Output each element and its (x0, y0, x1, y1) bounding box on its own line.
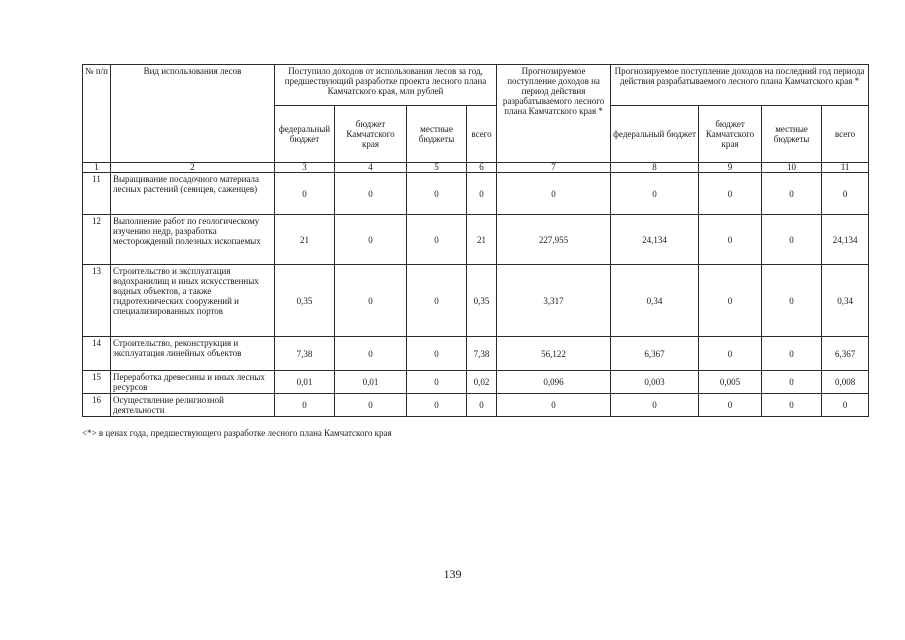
header-received-group: Поступило доходов от использования лесов за год, предшествующий разработке проекта лесного плана Камчатского края, млн рублей (275, 65, 497, 106)
column-number: 1 (83, 163, 111, 173)
value-cell: 0 (407, 394, 467, 417)
table-row (83, 173, 869, 215)
column-number: 5 (407, 163, 467, 173)
header-local: местные бюджеты (407, 106, 467, 163)
value-cell: 0,01 (275, 371, 335, 394)
header-total: всего (467, 106, 497, 163)
value-cell: 0,003 (611, 371, 699, 394)
row-description: Строительство, реконструкция и эксплуатация линейных объектов (111, 337, 275, 371)
value-cell: 0 (275, 173, 335, 215)
value-cell: 0 (407, 337, 467, 371)
value-cell: 0 (407, 215, 467, 265)
row-description: Переработка древесины и иных лесных ресурсов (111, 371, 275, 394)
value-cell: 0 (822, 394, 869, 417)
row-number: 15 (83, 371, 111, 394)
value-cell: 0 (762, 215, 822, 265)
value-cell: 0 (335, 215, 407, 265)
column-number-row (83, 163, 869, 173)
row-number: 16 (83, 394, 111, 417)
value-cell: 0 (611, 173, 699, 215)
header-kind: Вид использования лесов (111, 65, 275, 163)
value-cell: 0 (275, 394, 335, 417)
value-cell: 0,35 (467, 265, 497, 337)
row-number: 13 (83, 265, 111, 337)
value-cell: 0 (497, 173, 611, 215)
value-cell: 3,317 (497, 265, 611, 337)
value-cell: 227,955 (497, 215, 611, 265)
value-cell: 21 (275, 215, 335, 265)
row-description: Строительство и эксплуатация водохранилищ и иных искусственных водных объектов, а также гидротехнических сооружений и специализированных портов (111, 265, 275, 337)
header-forecast-period: Прогнозируемое поступление доходов на период действия разрабатываемого лесного плана Камчатского края * (497, 65, 611, 163)
row-description: Выполнение работ по геологическому изучению недр, разработка месторождений полезных ископаемых (111, 215, 275, 265)
value-cell: 7,38 (275, 337, 335, 371)
value-cell: 0 (611, 394, 699, 417)
value-cell: 0 (407, 371, 467, 394)
value-cell: 0 (822, 173, 869, 215)
table-row (83, 394, 869, 417)
value-cell: 0,005 (699, 371, 762, 394)
header-num: № п/п (83, 65, 111, 163)
row-description: Выращивание посадочного материала лесных растений (сеянцев, саженцев) (111, 173, 275, 215)
header-kamchatka-last: бюджет Камчатского края (699, 106, 762, 163)
value-cell: 0 (497, 394, 611, 417)
row-number: 12 (83, 215, 111, 265)
value-cell: 0,008 (822, 371, 869, 394)
value-cell: 0 (467, 173, 497, 215)
column-number: 10 (762, 163, 822, 173)
value-cell: 6,367 (822, 337, 869, 371)
header-forecast-last-group: Прогнозируемое поступление доходов на последний год периода действия разрабатываемого лесного плана Камчатского края * (611, 65, 869, 106)
column-number: 8 (611, 163, 699, 173)
row-number: 11 (83, 173, 111, 215)
column-number: 7 (497, 163, 611, 173)
value-cell: 6,367 (611, 337, 699, 371)
table-row (83, 337, 869, 371)
header-federal-last: федеральный бюджет (611, 106, 699, 163)
value-cell: 0 (335, 337, 407, 371)
column-number: 3 (275, 163, 335, 173)
page-number: 139 (443, 567, 462, 581)
value-cell: 21 (467, 215, 497, 265)
value-cell: 0 (762, 265, 822, 337)
table-row (83, 265, 869, 337)
forest-income-table (82, 64, 869, 417)
value-cell: 0 (699, 215, 762, 265)
header-total-last: всего (822, 106, 869, 163)
value-cell: 0 (699, 173, 762, 215)
column-number: 2 (111, 163, 275, 173)
value-cell: 0 (407, 265, 467, 337)
header-local-last: местные бюджеты (762, 106, 822, 163)
row-number: 14 (83, 337, 111, 371)
value-cell: 7,38 (467, 337, 497, 371)
value-cell: 0 (762, 337, 822, 371)
value-cell: 0 (699, 394, 762, 417)
value-cell: 0 (762, 394, 822, 417)
row-description: Осуществление религиозной деятельности (111, 394, 275, 417)
value-cell: 0 (762, 371, 822, 394)
column-number: 4 (335, 163, 407, 173)
column-number: 9 (699, 163, 762, 173)
value-cell: 0 (467, 394, 497, 417)
value-cell: 24,134 (822, 215, 869, 265)
table-row (83, 215, 869, 265)
value-cell: 0,02 (467, 371, 497, 394)
column-number: 6 (467, 163, 497, 173)
value-cell: 24,134 (611, 215, 699, 265)
value-cell: 0 (335, 173, 407, 215)
value-cell: 56,122 (497, 337, 611, 371)
value-cell: 0 (699, 337, 762, 371)
header-federal: федеральный бюджет (275, 106, 335, 163)
value-cell: 0,01 (335, 371, 407, 394)
column-number: 11 (822, 163, 869, 173)
value-cell: 0,35 (275, 265, 335, 337)
value-cell: 0 (762, 173, 822, 215)
footnote: <*> в ценах года, предшествующего разработке лесного плана Камчатского края (82, 428, 392, 438)
value-cell: 0,34 (611, 265, 699, 337)
table-row (83, 371, 869, 394)
header-row-top (83, 65, 869, 106)
header-kamchatka: бюджет Камчатского края (335, 106, 407, 163)
value-cell: 0 (335, 265, 407, 337)
value-cell: 0 (407, 173, 467, 215)
value-cell: 0,34 (822, 265, 869, 337)
value-cell: 0,096 (497, 371, 611, 394)
value-cell: 0 (699, 265, 762, 337)
value-cell: 0 (335, 394, 407, 417)
